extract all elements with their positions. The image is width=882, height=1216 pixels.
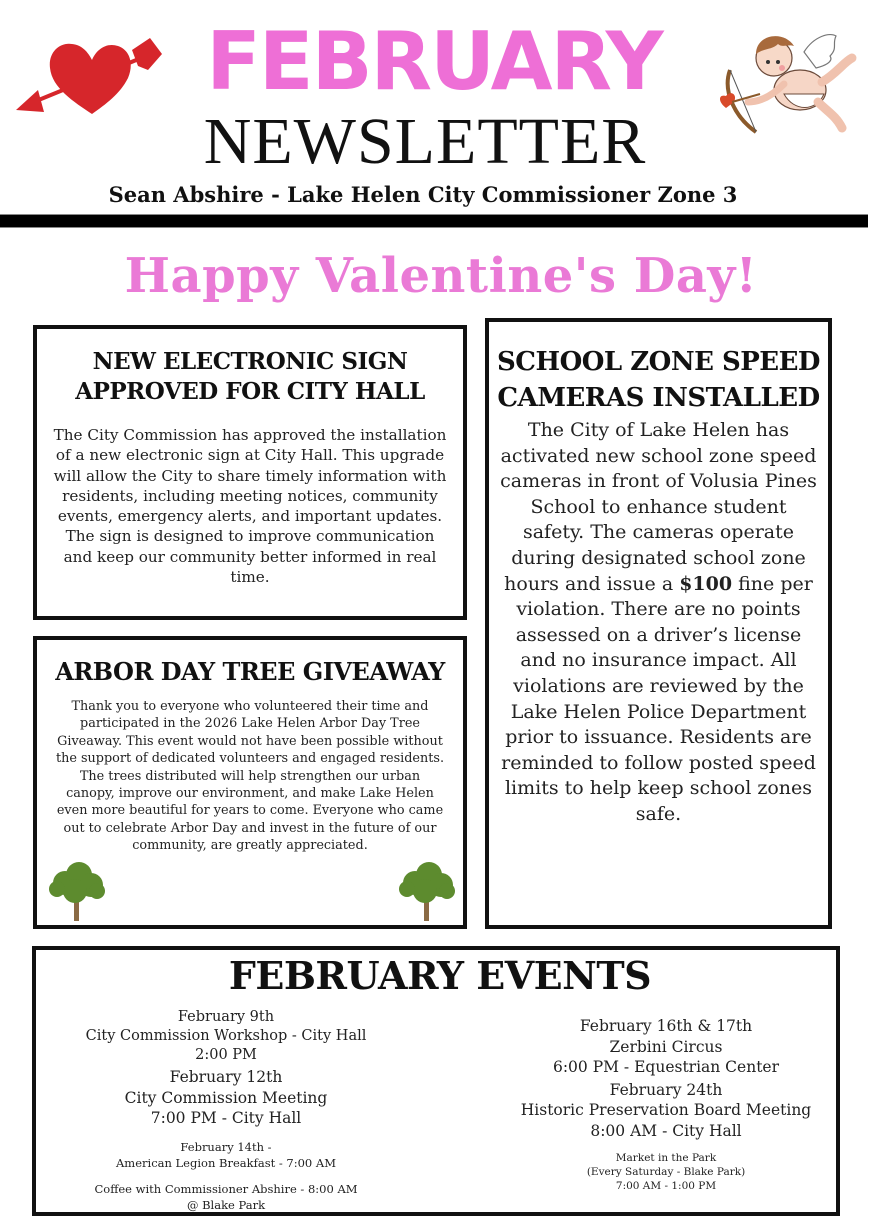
fine-amount: $100 (679, 572, 733, 595)
event-date: February 14th - (180, 1139, 272, 1154)
event-item (36, 1139, 416, 1171)
article-body: Thank you to everyone who volunteered their time and participated in the 2026 Lake Helen Arbor Day Tree Giveaway. This event would not have been possible without the support of dedicated volunteers and engaged residents. The trees distributed will help strengthen our urban canopy, improve our environment, and make Lake Helen even more beautiful for years to come. Everyone who came out to celebrate Arbor Day and invest in the future of our community, are greatly appreciated. (55, 699, 445, 854)
event-time: 6:00 PM - Equestrian Center (552, 1058, 780, 1076)
events-column-left (36, 1008, 416, 1215)
events-section (32, 946, 840, 1216)
event-item (466, 1016, 866, 1078)
event-name: Zerbini Circus (609, 1037, 723, 1056)
event-item (36, 1181, 416, 1213)
event-name: Coffee with Commissioner Abshire - 8:00 AM (94, 1181, 358, 1196)
events-title: FEBRUARY EVENTS (228, 953, 652, 998)
event-date: February 16th & 17th (579, 1017, 753, 1035)
event-date: February 9th (177, 1009, 275, 1025)
event-item (36, 1067, 416, 1129)
event-name: City Commission Workshop - City Hall (85, 1028, 367, 1044)
event-name: City Commission Meeting (124, 1088, 328, 1107)
article-title: ARBOR DAY TREE GIVEAWAY (55, 657, 445, 686)
tree-icon (397, 861, 457, 921)
event-time: 8:00 AM - City Hall (590, 1121, 742, 1140)
event-time: 2:00 PM (195, 1047, 257, 1063)
event-item (466, 1151, 866, 1193)
event-name: American Legion Breakfast - 7:00 AM (116, 1155, 336, 1170)
event-detail: (Every Saturday - Blake Park) (586, 1166, 746, 1178)
tree-icon (47, 861, 107, 921)
valentine-greeting: Happy Valentine's Day! (124, 248, 758, 304)
header-divider (0, 214, 868, 228)
newsletter-title: NEWSLETTER (203, 105, 647, 178)
event-time: 7:00 PM - City Hall (150, 1109, 302, 1127)
article-arbor-day (33, 636, 467, 929)
article-body: The City Commission has approved the installation of a new electronic sign at City Hall. This upgrade will allow the City to share timely information with residents, including meeting notices, community events, emergency alerts, and important updates. The sign is designed to improve communication and keep our community better informed in real time. (53, 426, 447, 587)
event-name: Market in the Park (615, 1152, 717, 1164)
article-title: SCHOOL ZONE SPEED CAMERAS INSTALLED (497, 347, 820, 413)
newsletter-subtitle: Sean Abshire - Lake Helen City Commissioner Zone 3 (108, 182, 738, 207)
article-body: The City of Lake Helen has activated new school zone speed cameras in front of Volusia Pines School to enhance student safety. The cameras operate during designated school zone hours and issue a $100 fine per violation. There are no points assessed on a driver’s license and no insurance impact. All violations are reviewed by the Lake Helen Police Department prior to issuance. Residents are reminded to follow posted speed limits to help keep school zones safe. (500, 419, 817, 825)
newsletter-title-month: FEBRUARY (206, 15, 662, 108)
article-electronic-sign (33, 325, 467, 620)
article-speed-cameras (485, 318, 832, 929)
event-name: Historic Preservation Board Meeting (520, 1101, 812, 1119)
event-time: 7:00 AM - 1:00 PM (615, 1180, 717, 1192)
event-item (36, 1008, 416, 1065)
event-date: February 24th (609, 1080, 723, 1099)
event-location: @ Blake Park (186, 1197, 266, 1212)
event-item (466, 1080, 866, 1142)
event-date: February 12th (169, 1068, 283, 1086)
events-column-right (466, 1016, 866, 1195)
article-title: NEW ELECTRONIC SIGN APPROVED FOR CITY HALL (75, 348, 425, 405)
